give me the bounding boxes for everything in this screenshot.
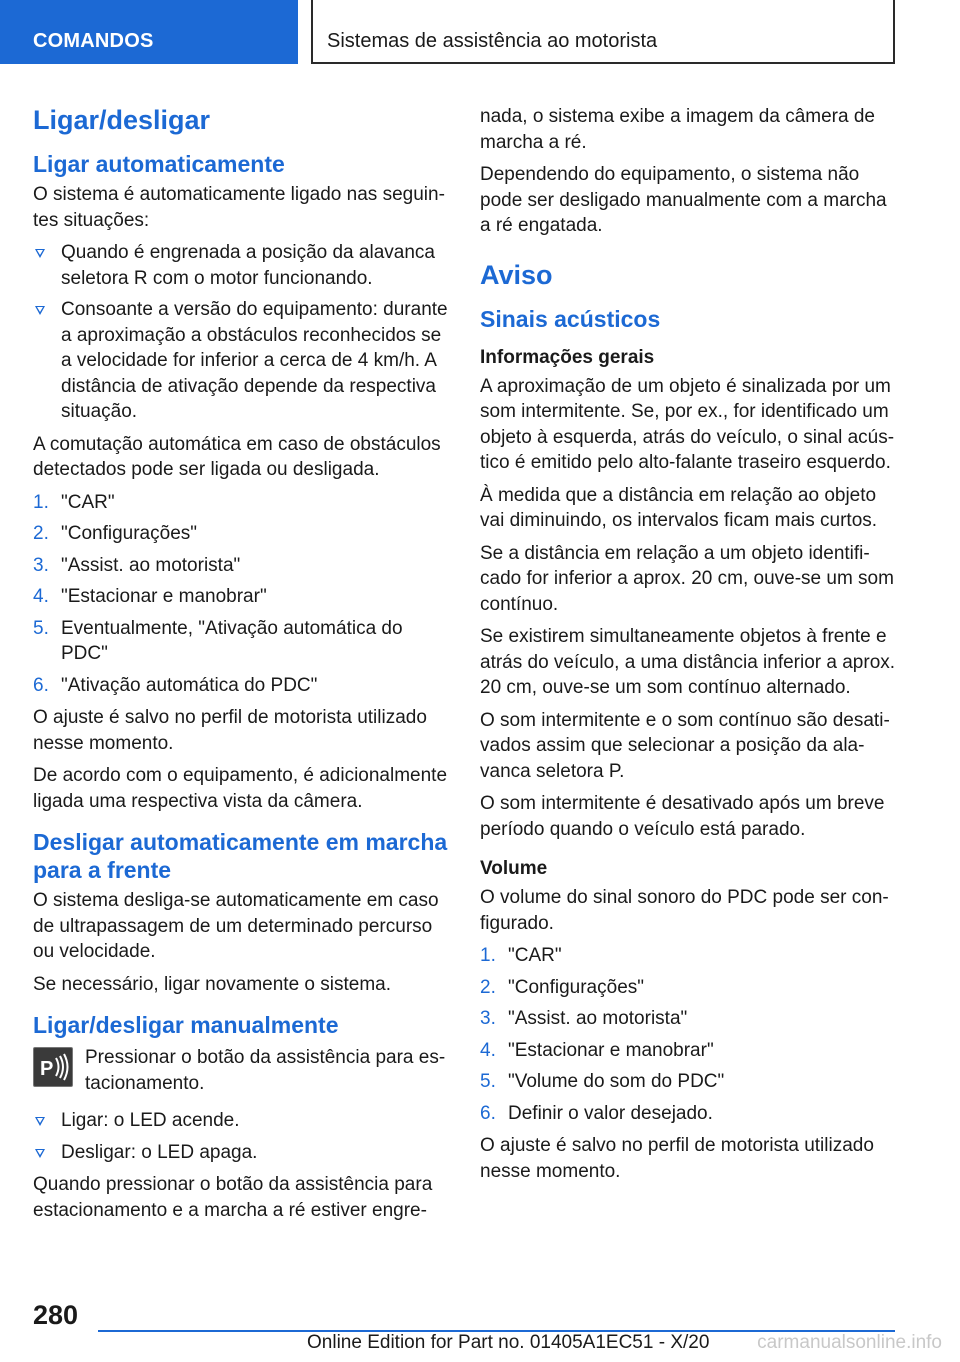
svg-text:P: P — [40, 1058, 54, 1080]
paragraph: Quando pressionar o botão da assistência para estacionamento e a marcha a ré estiver engre- — [33, 1174, 433, 1221]
paragraph: Se necessário, ligar novamente o sistema. — [33, 973, 392, 995]
paragraph: Dependendo do equipamento, o sistema não pode ser desligado manualmente com a marcha a ré engatada. — [480, 164, 887, 236]
step-item: 3. "Assist. ao motorista" — [480, 1008, 688, 1029]
triangle-bullet-icon — [35, 1149, 45, 1158]
list-item: Consoante a versão do equipamento: durante a aproximação a obstáculos reconhecidos se a velocidade for inferior a cerca de 4 km/h. A distância de ativação depende da respectiva situação. — [33, 297, 451, 425]
heading-auto-on: Ligar automaticamente — [33, 151, 285, 177]
paragraph: De acordo com o equipamento, é adicionalmente ligada uma respectiva vista da câmera. — [33, 765, 448, 812]
heading-volume: Volume — [480, 858, 548, 879]
step-item: 1. "CAR" — [33, 491, 115, 513]
section-tab: COMANDOS — [0, 0, 298, 64]
edition-text: Online Edition for Part no. 01405A1EC51 - X/20 — [307, 1332, 710, 1353]
list-item: Desligar: o LED apaga. — [33, 1140, 451, 1166]
paragraph: O som intermitente e o som contínuo são desativados assim que selecionar a posição da alavanca seletora P. — [480, 709, 890, 782]
page-number: 280 — [33, 1300, 79, 1330]
step-item: 5. "Volume do som do PDC" — [480, 1071, 725, 1092]
step-item: 4. "Estacionar e manobrar" — [33, 586, 267, 607]
list-item: Quando é engrenada a posição da alavanca seletora R com o motor funcionando. — [33, 240, 451, 291]
parking-assist-button-icon — [33, 1047, 73, 1087]
steps-list — [480, 943, 898, 1126]
steps-list — [33, 490, 451, 699]
heading-auto-off: Desligar automaticamente em marcha para a frente — [33, 829, 448, 883]
triangle-bullet-icon — [35, 1117, 45, 1126]
list-item: Ligar: o LED acende. — [33, 1108, 451, 1134]
bullet-list — [33, 240, 451, 425]
paragraph: O sistema é automaticamente ligado nas seguintes situações: — [33, 184, 445, 231]
triangle-bullet-icon — [35, 249, 45, 258]
step-item: 6. "Ativação automática do PDC" — [33, 674, 318, 696]
step-item: 2. "Configurações" — [33, 523, 198, 544]
heading-informacoes-gerais: Informações gerais — [480, 346, 655, 368]
paragraph: O volume do sinal sonoro do PDC pode ser configurado. — [480, 887, 889, 934]
heading-ligar-desligar: Ligar/desligar — [33, 105, 211, 135]
left-column — [33, 100, 451, 1230]
step-item: 5. Eventualmente, "Ativação automática do PDC" — [33, 617, 403, 664]
watermark: carmanualsonline.info — [757, 1332, 942, 1353]
paragraph: A aproximação de um objeto é sinalizada por um som intermitente. Se, por ex., for identificado um objeto à esquerda, atrás do veículo, o sinal acústico é emitido pelo alto-falante traseiro esquerdo. — [480, 375, 895, 473]
chapter-title: Sistemas de assistência ao motorista — [311, 0, 895, 64]
paragraph: À medida que a distância em relação ao objeto vai diminuindo, os intervalos ficam mais curtos. — [480, 484, 878, 531]
step-item: 2. "Configurações" — [480, 976, 645, 998]
step-item: 1. "CAR" — [480, 945, 562, 966]
paragraph: O ajuste é salvo no perfil de motorista utilizado nesse momento. — [33, 707, 427, 754]
paragraph: O sistema desliga-se automaticamente em caso de ultrapassagem de um determinado percurso ou velocidade. — [33, 890, 439, 962]
paragraph: Se a distância em relação a um objeto identificado for inferior a aprox. 20 cm, ouve-se um som contínuo. — [480, 542, 894, 615]
heading-aviso: Aviso — [480, 259, 553, 290]
step-item: 6. Definir o valor desejado. — [480, 1102, 713, 1124]
step-item: 4. "Estacionar e manobrar" — [480, 1039, 714, 1061]
button-instruction — [33, 1045, 451, 1096]
icon-caption: Pressionar o botão da assistência para estacionamento. — [85, 1047, 446, 1094]
paragraph: Se existirem simultaneamente objetos à frente e atrás do veículo, a uma distância inferior a aprox. 20 cm, ouve-se um som contínuo alternado. — [480, 626, 896, 698]
paragraph: O ajuste é salvo no perfil de motorista utilizado nesse momento. — [480, 1135, 874, 1182]
right-column — [480, 104, 898, 1191]
triangle-bullet-icon — [35, 306, 45, 315]
paragraph: A comutação automática em caso de obstáculos detectados pode ser ligada ou desligada. — [33, 433, 441, 480]
paragraph: O som intermitente é desativado após um breve período quando o veículo está parado. — [480, 793, 885, 840]
heading-sinais-acusticos: Sinais acústicos — [480, 305, 661, 332]
bullet-list — [33, 1108, 451, 1165]
heading-manual: Ligar/desligar manualmente — [33, 1012, 339, 1038]
paragraph: nada, o sistema exibe a imagem da câmera de marcha a ré. — [480, 106, 875, 153]
step-item: 3. "Assist. ao motorista" — [33, 554, 241, 576]
